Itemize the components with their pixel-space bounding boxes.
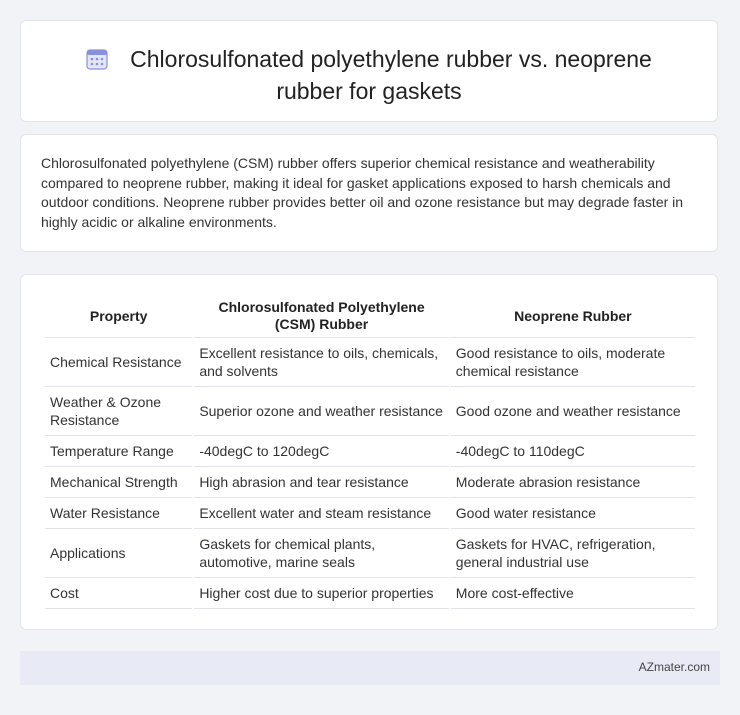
row-neoprene-value: -40degC to 110degC xyxy=(451,436,695,467)
footer xyxy=(20,651,720,685)
row-csm-value: Excellent water and steam resistance xyxy=(194,498,448,529)
table-row xyxy=(45,467,695,498)
row-neoprene-value: Good water resistance xyxy=(451,498,695,529)
row-property: Cost xyxy=(45,578,192,609)
header-neoprene: Neoprene Rubber xyxy=(451,295,695,338)
row-property: Chemical Resistance xyxy=(45,338,192,387)
title-line-2: rubber for gaskets xyxy=(276,78,462,104)
table-row xyxy=(45,338,695,387)
header-property: Property xyxy=(45,295,192,338)
row-property: Mechanical Strength xyxy=(45,467,192,498)
table-row xyxy=(45,578,695,609)
row-neoprene-value: Gaskets for HVAC, refrigeration, general industrial use xyxy=(451,529,695,578)
table-row xyxy=(45,529,695,578)
row-property: Temperature Range xyxy=(45,436,192,467)
row-neoprene-value: More cost-effective xyxy=(451,578,695,609)
calendar-icon xyxy=(86,48,108,77)
row-neoprene-value: Good resistance to oils, moderate chemical resistance xyxy=(451,338,695,387)
comparison-table xyxy=(43,295,697,609)
table-header-row xyxy=(45,295,695,338)
table-row xyxy=(45,498,695,529)
row-csm-value: Higher cost due to superior properties xyxy=(194,578,448,609)
row-property: Water Resistance xyxy=(45,498,192,529)
row-property: Applications xyxy=(45,529,192,578)
row-csm-value: Gaskets for chemical plants, automotive, marine seals xyxy=(194,529,448,578)
row-csm-value: High abrasion and tear resistance xyxy=(194,467,448,498)
row-csm-value: Excellent resistance to oils, chemicals, and solvents xyxy=(194,338,448,387)
page-title xyxy=(21,45,717,106)
summary-card xyxy=(20,134,718,252)
row-neoprene-value: Moderate abrasion resistance xyxy=(451,467,695,498)
row-csm-value: -40degC to 120degC xyxy=(194,436,448,467)
row-property: Weather & Ozone Resistance xyxy=(45,387,192,436)
table-row xyxy=(45,436,695,467)
row-neoprene-value: Good ozone and weather resistance xyxy=(451,387,695,436)
table-row xyxy=(45,387,695,436)
header-csm: Chlorosulfonated Polyethylene (CSM) Rubber xyxy=(194,295,448,338)
row-csm-value: Superior ozone and weather resistance xyxy=(194,387,448,436)
title-card xyxy=(20,20,718,122)
table-card xyxy=(20,274,718,630)
title-line-1: Chlorosulfonated polyethylene rubber vs. neoprene xyxy=(130,46,652,72)
footer-brand: AZmater.com xyxy=(638,660,710,674)
summary-text: Chlorosulfonated polyethylene (CSM) rubber offers superior chemical resistance and weatherability compared to neoprene rubber, making it ideal for gasket applications exposed to harsh chemicals and outdoor conditions. Neoprene rubber provides better oil and ozone resistance but may degrade faster in highly acidic or alkaline environments. xyxy=(41,155,684,230)
